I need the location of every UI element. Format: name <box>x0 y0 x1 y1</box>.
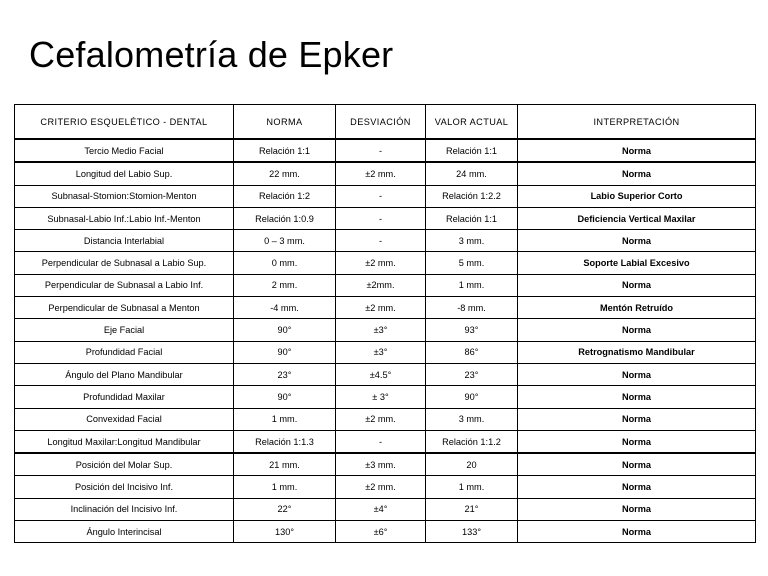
table-row <box>15 185 756 207</box>
cell-norma: 1 mm. <box>234 408 336 430</box>
table-row <box>15 476 756 498</box>
table-row <box>15 498 756 520</box>
cell-valor-actual: 1 mm. <box>426 274 518 296</box>
cell-valor-actual: 3 mm. <box>426 408 518 430</box>
cell-desviacion: ±4.5° <box>336 363 426 385</box>
cell-valor-actual: -8 mm. <box>426 297 518 319</box>
cell-norma: 90° <box>234 386 336 408</box>
cell-interpretacion: Norma <box>518 430 756 453</box>
cell-desviacion: - <box>336 139 426 162</box>
cell-valor-actual: Relación 1:1 <box>426 139 518 162</box>
table-row <box>15 162 756 185</box>
cell-norma: Relación 1:1.3 <box>234 430 336 453</box>
cell-valor-actual: Relación 1:2.2 <box>426 185 518 207</box>
cell-interpretacion: Norma <box>518 408 756 430</box>
cell-desviacion: - <box>336 207 426 229</box>
cell-interpretacion: Norma <box>518 521 756 543</box>
cell-valor-actual: 86° <box>426 341 518 363</box>
cell-valor-actual: 5 mm. <box>426 252 518 274</box>
header-valor-actual: VALOR ACTUAL <box>426 105 518 140</box>
cell-norma: 1 mm. <box>234 476 336 498</box>
cell-valor-actual: 3 mm. <box>426 230 518 252</box>
cell-desviacion: ±2 mm. <box>336 252 426 274</box>
page-title: Cefalometría de Epker <box>29 34 394 75</box>
cell-norma: 130° <box>234 521 336 543</box>
cell-interpretacion: Norma <box>518 319 756 341</box>
cell-interpretacion: Mentón Retruído <box>518 297 756 319</box>
header-criterio: CRITERIO ESQUELÉTICO - DENTAL <box>15 105 234 140</box>
cell-criterio: Perpendicular de Subnasal a Labio Inf. <box>15 274 234 296</box>
cell-criterio: Eje Facial <box>15 319 234 341</box>
cell-interpretacion: Norma <box>518 476 756 498</box>
cell-desviacion: ± 3° <box>336 386 426 408</box>
cell-valor-actual: Relación 1:1 <box>426 207 518 229</box>
cell-valor-actual: 21° <box>426 498 518 520</box>
cell-norma: Relación 1:1 <box>234 139 336 162</box>
cell-valor-actual: 20 <box>426 453 518 476</box>
cell-desviacion: ±2 mm. <box>336 297 426 319</box>
cell-valor-actual: 133° <box>426 521 518 543</box>
cell-desviacion: ±2 mm. <box>336 408 426 430</box>
cell-interpretacion: Norma <box>518 139 756 162</box>
cell-norma: Relación 1:2 <box>234 185 336 207</box>
cell-desviacion: ±3 mm. <box>336 453 426 476</box>
table-row <box>15 139 756 162</box>
cell-criterio: Ángulo del Plano Mandibular <box>15 363 234 385</box>
cell-criterio: Tercio Medio Facial <box>15 139 234 162</box>
cell-norma: 90° <box>234 319 336 341</box>
cell-interpretacion: Norma <box>518 386 756 408</box>
cell-norma: -4 mm. <box>234 297 336 319</box>
cell-norma: 22 mm. <box>234 162 336 185</box>
cell-desviacion: - <box>336 185 426 207</box>
cell-desviacion: ±3° <box>336 319 426 341</box>
cell-norma: 23° <box>234 363 336 385</box>
table-row <box>15 297 756 319</box>
cell-valor-actual: 1 mm. <box>426 476 518 498</box>
cell-criterio: Subnasal-Labio Inf.:Labio Inf.-Menton <box>15 207 234 229</box>
epker-table <box>14 104 756 543</box>
cell-criterio: Convexidad Facial <box>15 408 234 430</box>
header-desviacion: DESVIACIÓN <box>336 105 426 140</box>
table-row <box>15 453 756 476</box>
cell-valor-actual: Relación 1:1.2 <box>426 430 518 453</box>
cell-interpretacion: Norma <box>518 274 756 296</box>
cell-criterio: Longitud del Labio Sup. <box>15 162 234 185</box>
table-row <box>15 230 756 252</box>
table-row <box>15 319 756 341</box>
table-row <box>15 521 756 543</box>
table-header-row <box>15 105 756 140</box>
cell-norma: 0 mm. <box>234 252 336 274</box>
cell-desviacion: ±2mm. <box>336 274 426 296</box>
header-interpretacion: INTERPRETACIÓN <box>518 105 756 140</box>
cell-desviacion: ±2 mm. <box>336 476 426 498</box>
cell-criterio: Profundidad Facial <box>15 341 234 363</box>
cell-desviacion: ±6° <box>336 521 426 543</box>
cell-interpretacion: Norma <box>518 363 756 385</box>
cell-criterio: Inclinación del Incisivo Inf. <box>15 498 234 520</box>
table-row <box>15 363 756 385</box>
cell-interpretacion: Deficiencia Vertical Maxilar <box>518 207 756 229</box>
table-row <box>15 274 756 296</box>
cell-desviacion: ±2 mm. <box>336 162 426 185</box>
table-row <box>15 430 756 453</box>
cell-criterio: Ángulo Interincisal <box>15 521 234 543</box>
cell-desviacion: ±4° <box>336 498 426 520</box>
cell-interpretacion: Norma <box>518 162 756 185</box>
cell-interpretacion: Norma <box>518 498 756 520</box>
cell-criterio: Perpendicular de Subnasal a Labio Sup. <box>15 252 234 274</box>
cell-interpretacion: Labio Superior Corto <box>518 185 756 207</box>
cell-criterio: Longitud Maxilar:Longitud Mandibular <box>15 430 234 453</box>
header-norma: NORMA <box>234 105 336 140</box>
cell-criterio: Distancia Interlabial <box>15 230 234 252</box>
cell-criterio: Posición del Molar Sup. <box>15 453 234 476</box>
table-row <box>15 386 756 408</box>
cell-interpretacion: Norma <box>518 230 756 252</box>
cell-norma: 2 mm. <box>234 274 336 296</box>
cell-desviacion: - <box>336 430 426 453</box>
cell-criterio: Subnasal-Stomion:Stomion-Menton <box>15 185 234 207</box>
cell-valor-actual: 93° <box>426 319 518 341</box>
cell-interpretacion: Soporte Labial Excesivo <box>518 252 756 274</box>
cell-norma: 21 mm. <box>234 453 336 476</box>
cell-interpretacion: Retrognatismo Mandibular <box>518 341 756 363</box>
table-row <box>15 207 756 229</box>
cell-norma: 22° <box>234 498 336 520</box>
cell-norma: Relación 1:0.9 <box>234 207 336 229</box>
cell-desviacion: ±3° <box>336 341 426 363</box>
table-row <box>15 341 756 363</box>
cell-criterio: Perpendicular de Subnasal a Menton <box>15 297 234 319</box>
cell-criterio: Posición del Incisivo Inf. <box>15 476 234 498</box>
table-row <box>15 252 756 274</box>
cell-valor-actual: 23° <box>426 363 518 385</box>
cell-interpretacion: Norma <box>518 453 756 476</box>
cell-desviacion: - <box>336 230 426 252</box>
cell-norma: 0 – 3 mm. <box>234 230 336 252</box>
cell-valor-actual: 90° <box>426 386 518 408</box>
table-row <box>15 408 756 430</box>
cell-valor-actual: 24 mm. <box>426 162 518 185</box>
cell-criterio: Profundidad Maxilar <box>15 386 234 408</box>
cell-norma: 90° <box>234 341 336 363</box>
